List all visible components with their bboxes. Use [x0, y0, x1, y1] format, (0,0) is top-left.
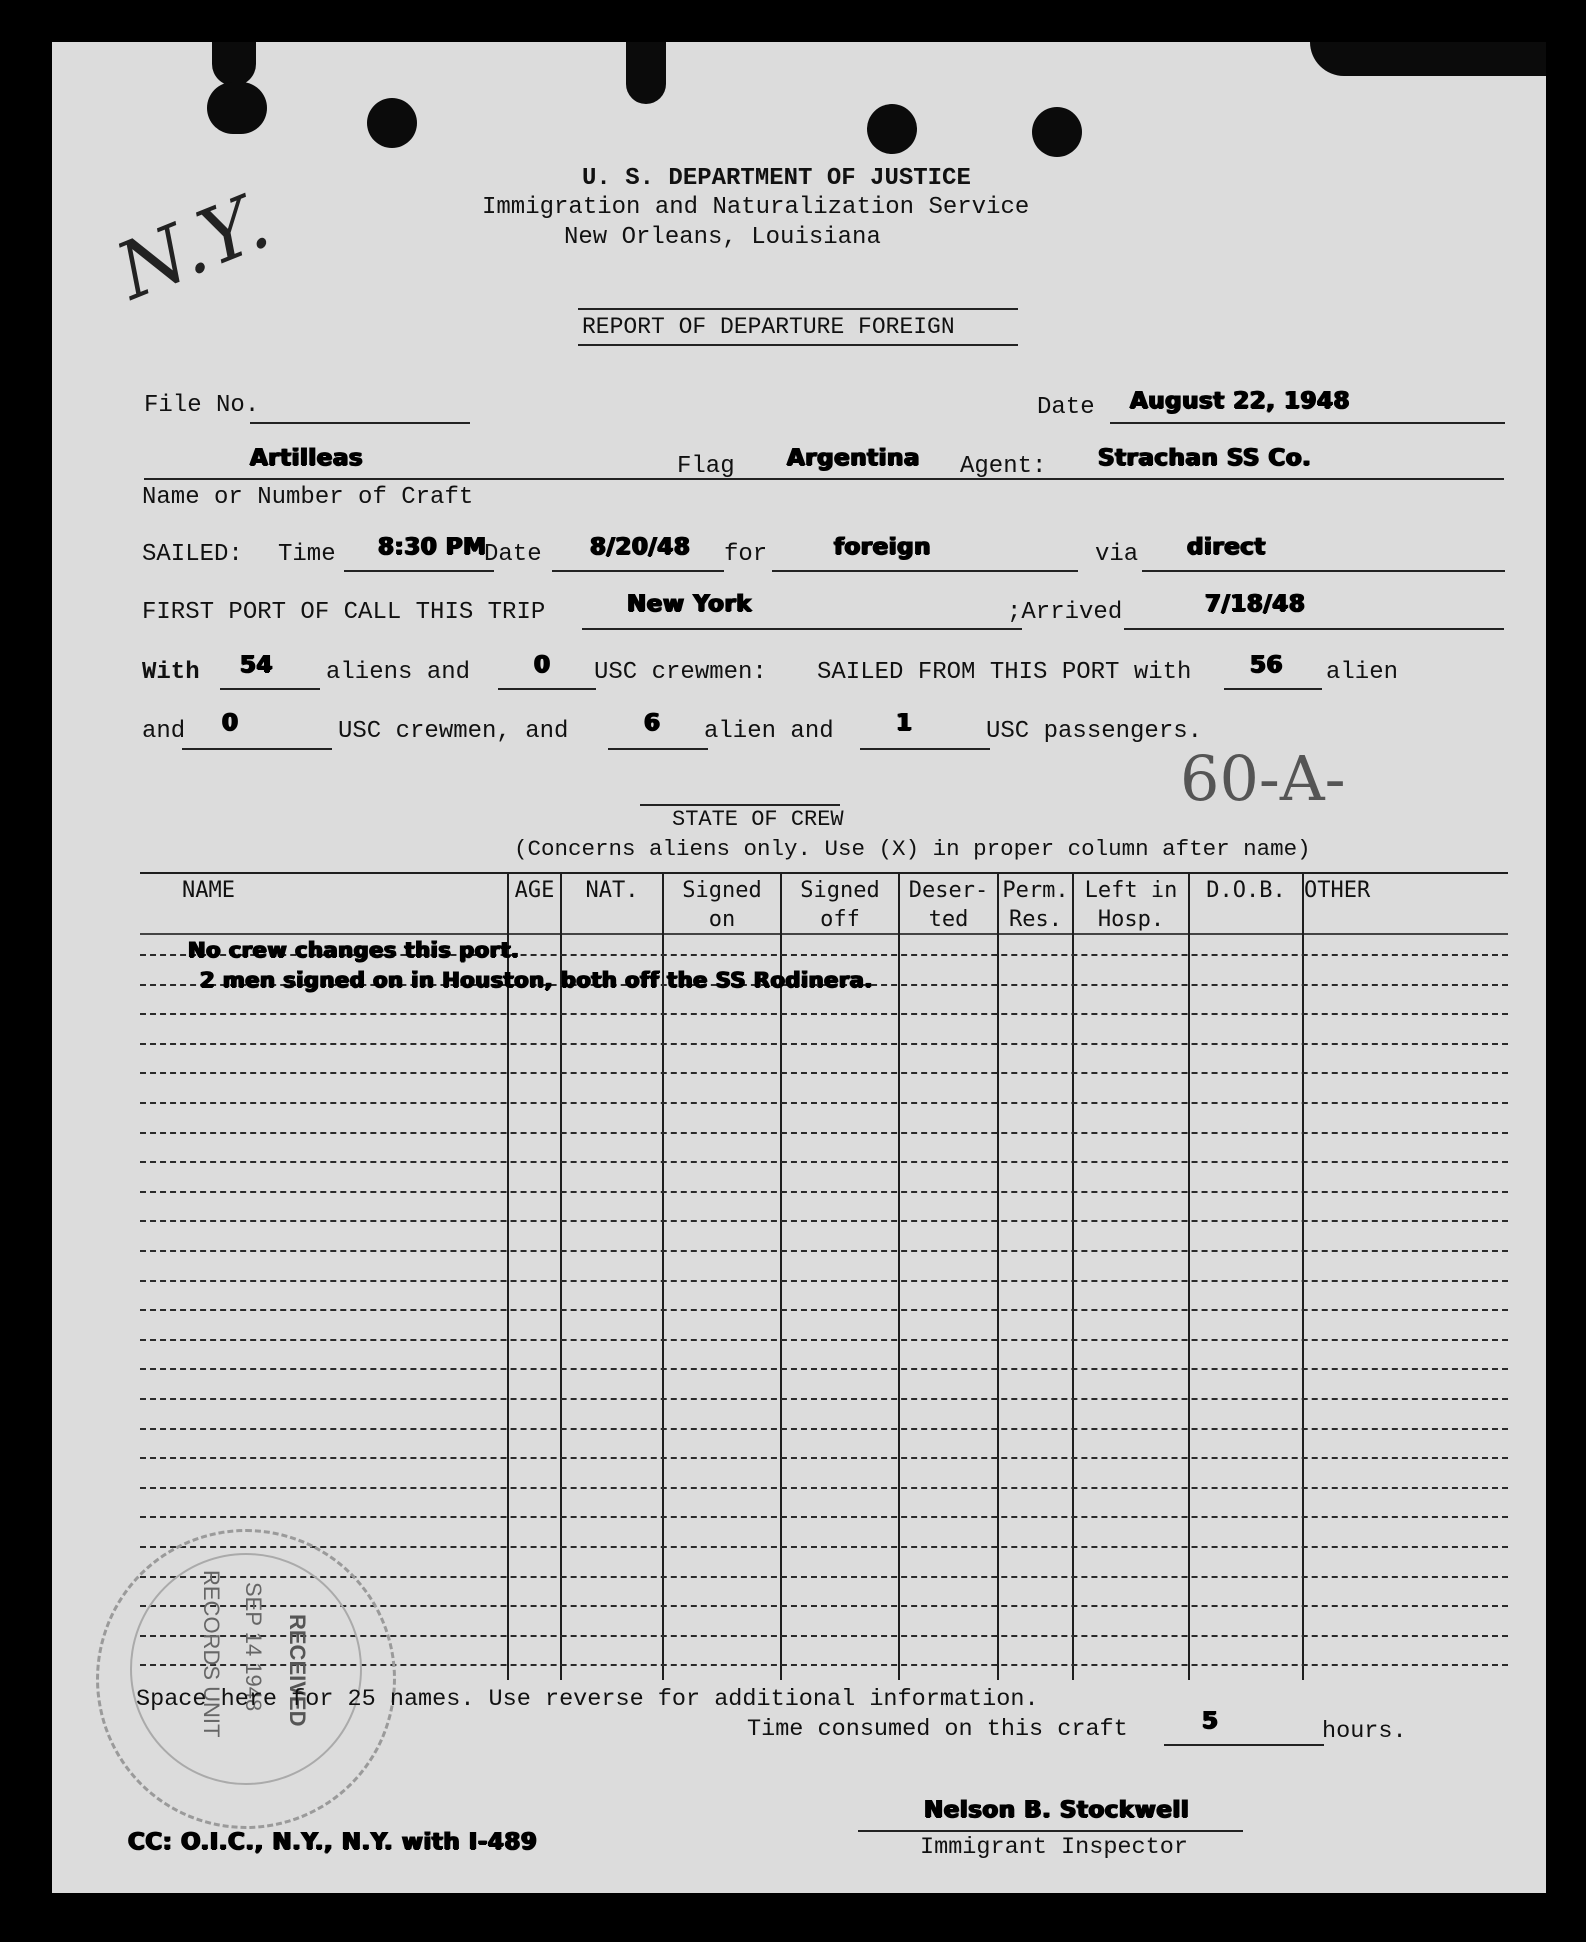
inspector-title: Immigrant Inspector — [920, 1834, 1188, 1861]
stamp-date: SEP 14 1948 — [241, 1582, 266, 1712]
alien-label: alien — [1326, 659, 1399, 686]
sailed-date-field — [552, 570, 724, 572]
table-row — [140, 1457, 1508, 1459]
first-port-value: New York — [627, 591, 753, 617]
usc-crew-and-label: USC crewmen, and — [338, 718, 569, 745]
crew-subtitle: (Concerns aliens only. Use (X) in proper column after name) — [514, 836, 1311, 862]
column-divider — [560, 872, 562, 1680]
craft-field — [144, 478, 1504, 480]
table-row — [140, 1280, 1508, 1282]
sailed-date-value: 8/20/48 — [590, 534, 691, 560]
usc-in-value: 0 — [534, 652, 551, 678]
crew-remark-line-1: No crew changes this port. — [188, 938, 520, 962]
signature-line — [858, 1830, 1243, 1832]
sailed-date-label: Date — [484, 541, 542, 568]
document-page — [52, 42, 1546, 1893]
aliens-in-field — [220, 688, 320, 690]
alien-passengers-field — [608, 748, 708, 750]
table-row — [140, 1072, 1508, 1074]
table-row — [140, 1102, 1508, 1104]
table-row — [140, 1250, 1508, 1252]
table-row — [140, 1368, 1508, 1370]
aliens-out-value: 56 — [1250, 652, 1284, 678]
for-value: foreign — [834, 534, 931, 560]
usc-passengers-label: USC passengers. — [986, 718, 1203, 745]
flag-label: Flag — [677, 453, 735, 480]
table-row — [140, 1309, 1508, 1311]
time-field — [344, 570, 494, 572]
service-heading: Immigration and Naturalization Service — [482, 194, 1030, 221]
column-divider — [780, 872, 782, 1680]
usc-crew-label: USC crewmen: — [594, 659, 767, 686]
column-header-name: NAME — [182, 878, 235, 903]
table-row — [140, 1043, 1508, 1045]
first-port-field — [582, 628, 1022, 630]
inspector-name: Nelson B. Stockwell — [924, 1797, 1190, 1823]
department-heading: U. S. DEPARTMENT OF JUSTICE — [582, 165, 971, 192]
table-row — [140, 1161, 1508, 1163]
column-header-dob: D.O.B. — [1206, 878, 1286, 903]
column-header-perm-res: Perm. Res. — [1002, 878, 1069, 932]
column-header-signed-off: Signed off — [800, 878, 880, 932]
date-label: Date — [1037, 394, 1095, 421]
first-port-label: FIRST PORT OF CALL THIS TRIP — [142, 599, 546, 626]
table-row — [140, 1220, 1508, 1222]
sailed-time-value: 8:30 PM — [378, 534, 487, 560]
date-value: August 22, 1948 — [1130, 388, 1350, 414]
punch-hole — [1032, 107, 1082, 157]
stamp-received: RECEIVED — [285, 1614, 310, 1727]
crew-remark-line-2: 2 men signed on in Houston, both off the SS Rodinera. — [200, 968, 873, 992]
arrived-value: 7/18/48 — [1205, 591, 1306, 617]
sailed-label: SAILED: — [142, 541, 243, 568]
date-field — [1110, 422, 1505, 424]
stamp-records-unit: RECORDS UNIT — [199, 1570, 224, 1738]
time-label: Time — [278, 541, 336, 568]
for-field — [772, 570, 1078, 572]
column-divider — [997, 872, 999, 1680]
usc-out-field — [182, 748, 332, 750]
alien-passengers-value: 6 — [644, 710, 661, 736]
via-value: direct — [1187, 534, 1266, 560]
location-heading: New Orleans, Louisiana — [564, 224, 881, 251]
time-consumed-label: Time consumed on this craft — [747, 1716, 1128, 1743]
column-header-nat: NAT. — [585, 878, 639, 903]
punch-hole — [367, 98, 417, 148]
usc-in-field — [498, 688, 596, 690]
crew-title: STATE OF CREW — [672, 807, 844, 832]
column-header-other: OTHER — [1304, 878, 1371, 903]
and-label: and — [142, 718, 186, 745]
crew-title-rule — [640, 804, 840, 806]
space-note: Space here for 25 names. Use reverse for additional information. — [136, 1686, 1039, 1713]
torn-edge — [1310, 42, 1546, 76]
table-row — [140, 1013, 1508, 1015]
table-row — [140, 1546, 1508, 1548]
aliens-in-value: 54 — [240, 652, 274, 678]
time-consumed-value: 5 — [1202, 1708, 1219, 1734]
handwritten-annotation: 60-A- — [1180, 742, 1346, 815]
usc-out-value: 0 — [222, 710, 239, 736]
column-header-deserted: Deser- ted — [908, 878, 989, 932]
aliens-out-field — [1224, 688, 1322, 690]
torn-edge — [626, 42, 666, 104]
file-no-field — [250, 422, 470, 424]
column-divider — [898, 872, 900, 1680]
punch-hole — [867, 104, 917, 154]
with-label: With — [142, 659, 200, 686]
table-row — [140, 1191, 1508, 1193]
column-divider — [1188, 872, 1190, 1680]
column-header-left-in-hosp: Left in Hosp. — [1084, 878, 1178, 932]
alien-and-label: alien and — [704, 718, 834, 745]
carbon-copy-line: CC: O.I.C., N.Y., N.Y. with I-489 — [128, 1829, 538, 1855]
hours-label: hours. — [1322, 1718, 1407, 1745]
title-rule-top — [578, 308, 1018, 310]
column-divider — [1072, 872, 1074, 1680]
sailed-from-label: SAILED FROM THIS PORT with — [817, 659, 1192, 686]
usc-passengers-field — [860, 748, 990, 750]
column-divider — [662, 872, 664, 1680]
title-rule-bottom — [578, 344, 1018, 346]
margin-note-handwritten: N.Y. — [104, 176, 282, 318]
craft-label: Name or Number of Craft — [142, 484, 474, 511]
arrived-label: ;Arrived — [1007, 599, 1123, 626]
column-header-signed-on: Signed on — [682, 878, 762, 932]
aliens-and-label: aliens and — [326, 659, 471, 686]
agent-label: Agent: — [960, 453, 1047, 480]
craft-value: Artilleas — [250, 445, 364, 471]
table-row — [140, 1398, 1508, 1400]
column-header-age: AGE — [514, 878, 555, 903]
table-row — [140, 1516, 1508, 1518]
column-divider — [507, 872, 509, 1680]
table-row — [140, 1487, 1508, 1489]
table-row — [140, 1428, 1508, 1430]
file-no-label: File No. — [144, 392, 260, 419]
arrived-field — [1124, 628, 1504, 630]
agent-value: Strachan SS Co. — [1098, 445, 1312, 471]
usc-passengers-value: 1 — [896, 710, 913, 736]
table-row — [140, 1132, 1508, 1134]
table-row — [140, 1339, 1508, 1341]
for-label: for — [724, 541, 768, 568]
torn-edge — [207, 82, 267, 134]
column-divider — [1302, 872, 1304, 1680]
torn-edge — [212, 42, 256, 86]
report-title: REPORT OF DEPARTURE FOREIGN — [582, 314, 955, 340]
time-consumed-field — [1164, 1744, 1324, 1746]
via-field — [1142, 570, 1505, 572]
flag-value: Argentina — [787, 445, 920, 471]
via-label: via — [1095, 541, 1139, 568]
